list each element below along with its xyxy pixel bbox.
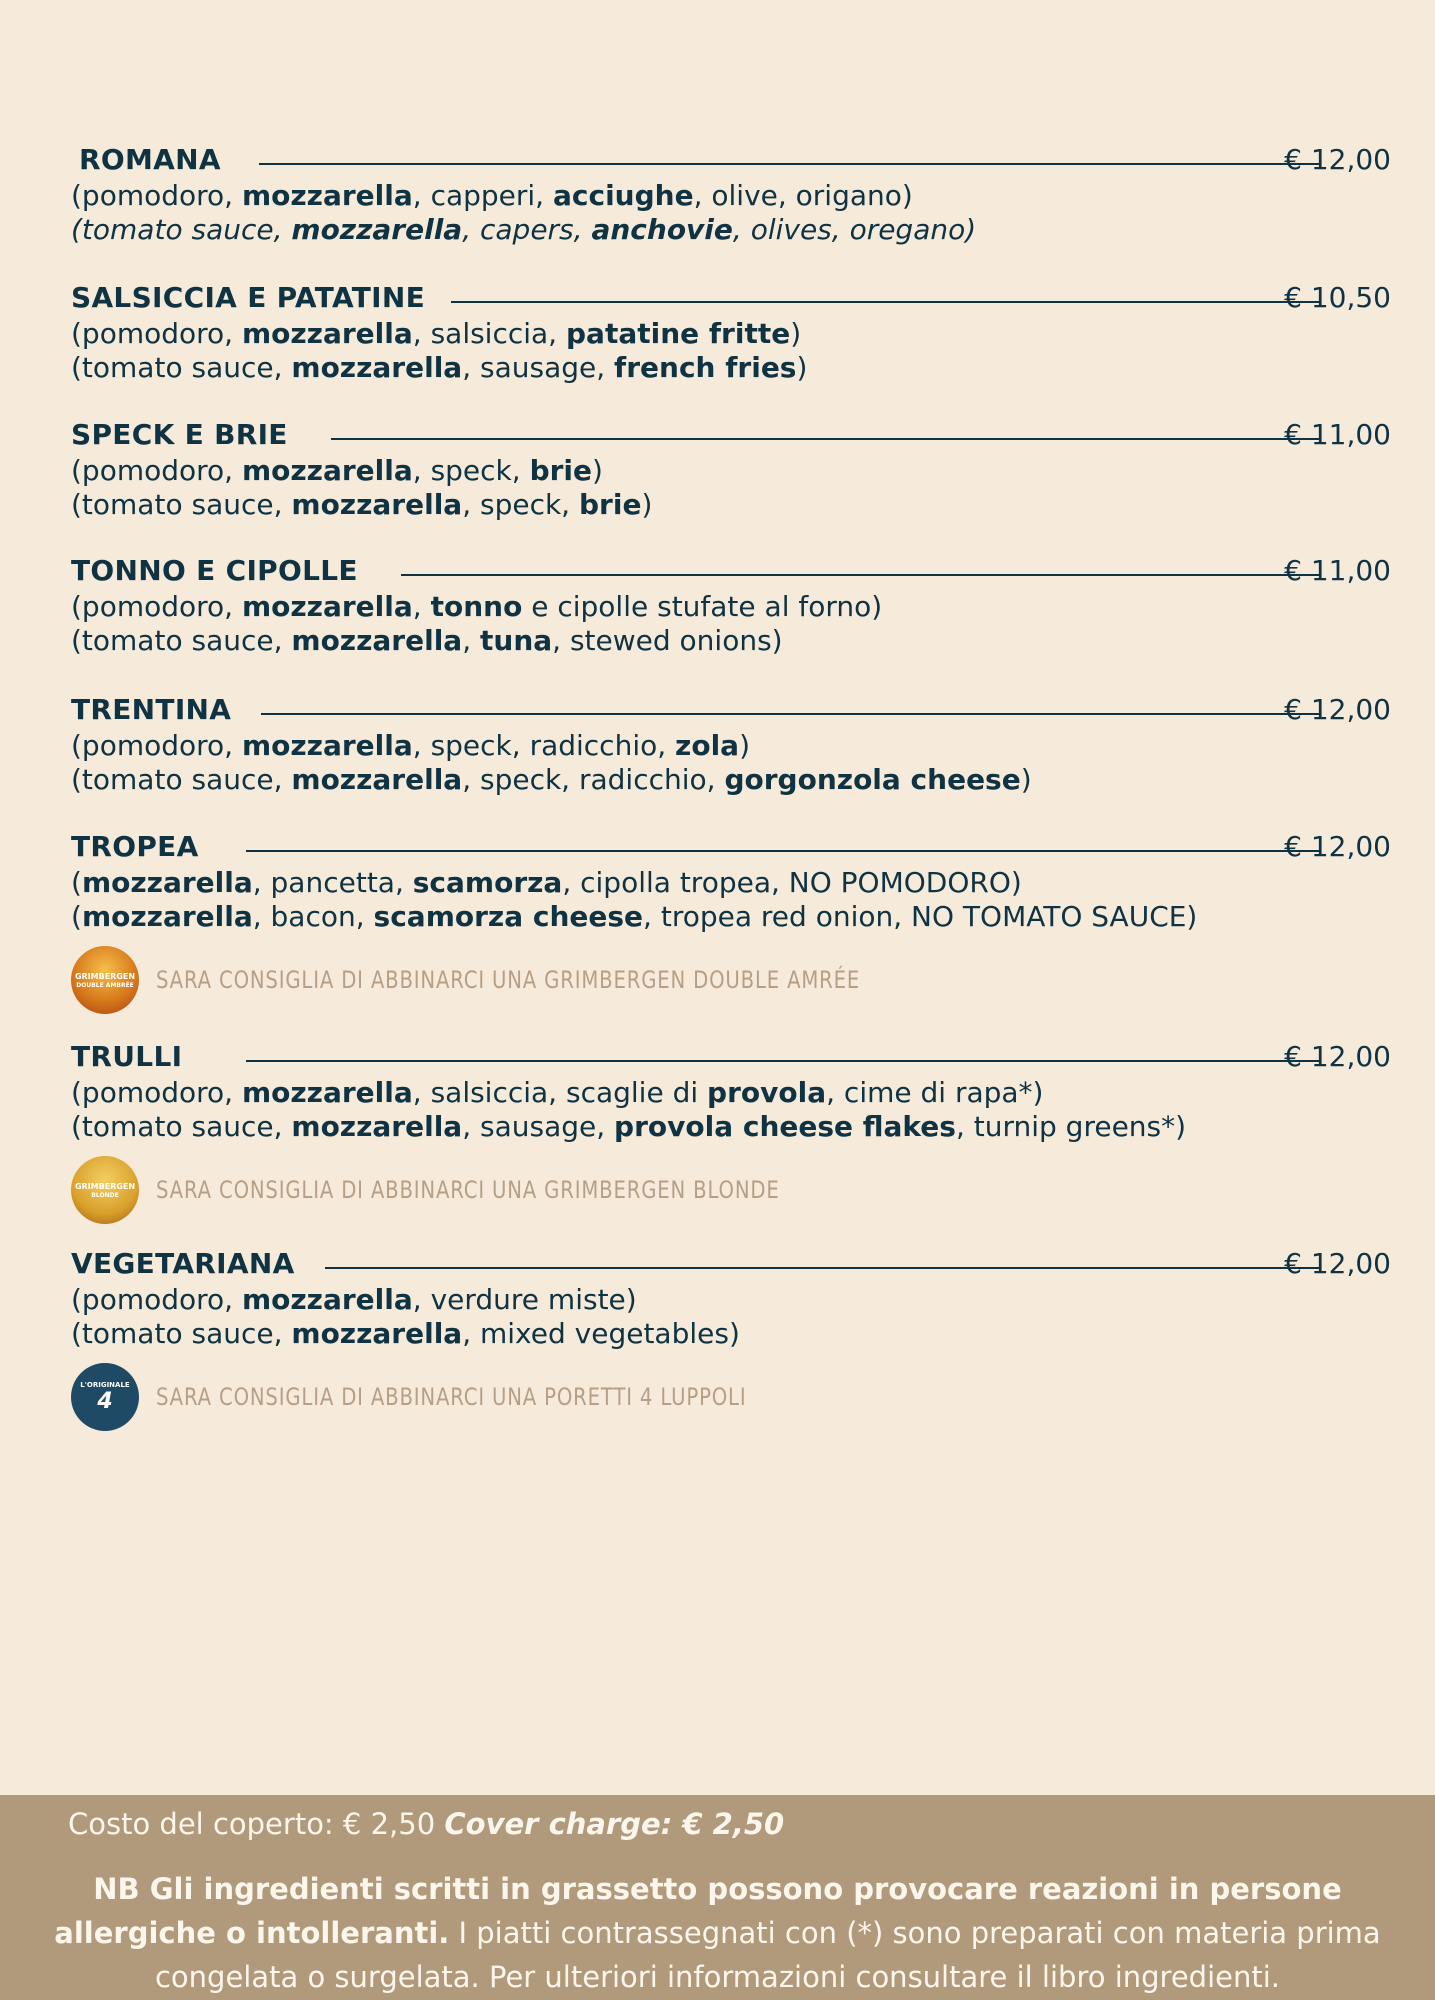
leader-line: [246, 850, 1319, 852]
beer-pairing: [71, 1156, 1381, 1226]
menu-item-tonno-e-cipolle: [71, 552, 1391, 658]
leader-line: [325, 1267, 1319, 1269]
item-title: ROMANA: [79, 141, 221, 179]
grimbergen-double-ambree-logo-icon: GRIMBERGEN DOUBLE AMBRÉE: [71, 946, 139, 1014]
menu-item-romana: [71, 141, 1391, 247]
ingredients-en: (mozzarella, bacon, scamorza cheese, tropea red onion, NO TOMATO SAUCE): [71, 900, 1198, 933]
item-price: € 11,00: [1284, 418, 1391, 451]
footer-info: [0, 1795, 1435, 2000]
item-price: € 12,00: [1284, 143, 1391, 176]
leader-line: [451, 301, 1319, 303]
ingredients-it: (pomodoro, mozzarella, speck, radicchio, zola): [71, 729, 751, 762]
leader-line: [331, 438, 1319, 440]
ingredients-it: (pomodoro, mozzarella, capperi, acciughe, olive, origano): [71, 179, 913, 212]
item-price: € 11,00: [1284, 554, 1391, 587]
beer-pairing-text: SARA CONSIGLIA DI ABBINARCI UNA PORETTI 4 LUPPOLI: [156, 1383, 747, 1411]
menu-item-tropea: [71, 828, 1391, 1016]
menu-item-trentina: [71, 691, 1391, 797]
beer-pairing-text: SARA CONSIGLIA DI ABBINARCI UNA GRIMBERGEN DOUBLE AMRÉE: [156, 966, 861, 994]
cover-charge: Costo del coperto: € 2,50 Cover charge: € 2,50: [68, 1807, 785, 1841]
leader-line: [401, 574, 1319, 576]
item-title: SALSICCIA E PATATINE: [71, 279, 425, 317]
ingredients-it: (pomodoro, mozzarella, salsiccia, scaglie di provola, cime di rapa*): [71, 1076, 1044, 1109]
leader-line: [246, 1060, 1319, 1062]
menu-item-speck-e-brie: [71, 416, 1391, 522]
item-title: VEGETARIANA: [71, 1245, 295, 1283]
item-title: TRULLI: [71, 1038, 182, 1076]
leader-line: [261, 713, 1319, 715]
menu-item-trulli: [71, 1038, 1391, 1226]
leader-line: [259, 163, 1319, 165]
grimbergen-blonde-logo-icon: GRIMBERGEN BLONDE: [71, 1156, 139, 1224]
ingredients-it: (pomodoro, mozzarella, tonno e cipolle stufate al forno): [71, 590, 883, 623]
ingredients-en: (tomato sauce, mozzarella, sausage, provola cheese flakes, turnip greens*): [71, 1110, 1187, 1143]
item-title: TRENTINA: [71, 691, 231, 729]
menu-item-vegetariana: [71, 1245, 1391, 1433]
item-price: € 10,50: [1284, 281, 1391, 314]
item-title: TROPEA: [71, 828, 199, 866]
menu-item-salsiccia-e-patatine: [71, 279, 1391, 385]
item-title: TONNO E CIPOLLE: [71, 552, 358, 590]
ingredients-it: (mozzarella, pancetta, scamorza, cipolla tropea, NO POMODORO): [71, 866, 1022, 899]
item-title: SPECK E BRIE: [71, 416, 288, 454]
beer-pairing: [71, 946, 1381, 1016]
poretti-4-luppoli-logo-icon: L'ORIGINALE 4: [71, 1363, 139, 1431]
ingredients-it: (pomodoro, mozzarella, verdure miste): [71, 1283, 637, 1316]
ingredients-it: (pomodoro, mozzarella, speck, brie): [71, 454, 603, 487]
ingredients-en: (tomato sauce, mozzarella, tuna, stewed onions): [71, 624, 783, 657]
ingredients-en: (tomato sauce, mozzarella, speck, radicchio, gorgonzola cheese): [71, 763, 1032, 796]
ingredients-en: (tomato sauce, mozzarella, speck, brie): [71, 488, 653, 521]
ingredients-en: (tomato sauce, mozzarella, sausage, french fries): [71, 351, 808, 384]
allergen-note: NB Gli ingredienti scritti in grassetto possono provocare reazioni in persone allergiche o intolleranti. I piatti contrassegnati con (*) sono preparati con materia prima congelata o surgelata. Per ulteriori informazioni consultare il libro ingredienti.: [54, 1872, 1381, 1994]
item-price: € 12,00: [1284, 1040, 1391, 1073]
ingredients-en: (tomato sauce, mozzarella, capers, anchovie, olives, oregano): [71, 213, 977, 246]
item-price: € 12,00: [1284, 830, 1391, 863]
beer-pairing-text: SARA CONSIGLIA DI ABBINARCI UNA GRIMBERGEN BLONDE: [156, 1176, 780, 1204]
item-price: € 12,00: [1284, 1247, 1391, 1280]
item-price: € 12,00: [1284, 693, 1391, 726]
ingredients-it: (pomodoro, mozzarella, salsiccia, patatine fritte): [71, 317, 802, 350]
ingredients-en: (tomato sauce, mozzarella, mixed vegetables): [71, 1317, 740, 1350]
beer-pairing: [71, 1363, 1381, 1433]
